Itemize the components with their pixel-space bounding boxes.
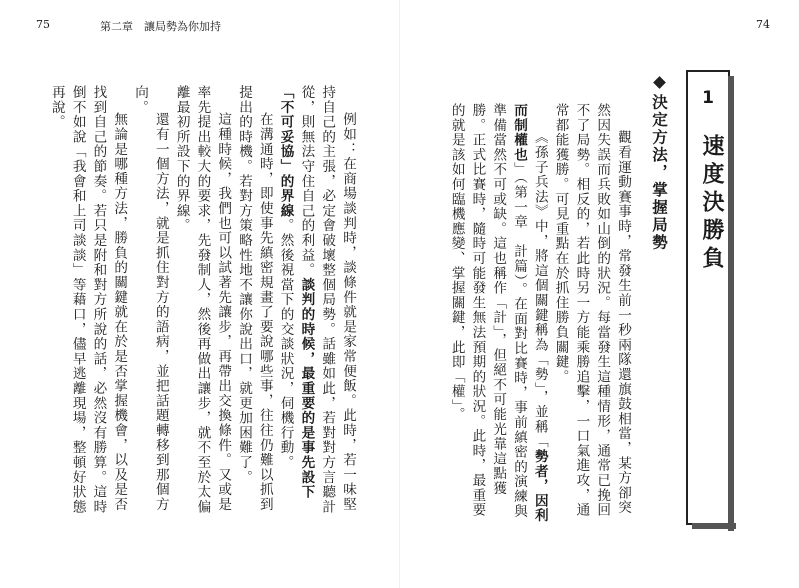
section-heading-text: 決定方法，掌握局勢 <box>650 94 668 252</box>
left-page-body <box>48 85 358 525</box>
chapter-number: 1 <box>702 88 714 108</box>
right-page-number: 74 <box>756 18 770 31</box>
box-shadow-bottom <box>692 523 736 529</box>
chapter-title: 速度決勝負 <box>699 134 724 274</box>
paragraph: 在溝通時，即使事先縝密規畫了要說哪些事，往往仍難以抓到提出的時機。若對方策略性地不讓你說出口，就更加困難了。 <box>236 85 273 512</box>
paragraph: 例如：在商場談判時，談條件就是家常便飯。此時，若一味堅持自己的主張，必定會破壞整個局勢。話雖如此，若對對方言聽計從，則無法守住自己的利益。談判的時候，最重要的是事先設下「不可妥協」的界線。然後視當下的交談狀況，伺機行動。 <box>277 85 356 515</box>
paragraph: 無論是哪種方法，勝負的關鍵就在於是否掌握機會，以及是否找到自己的節奏。若只是附和對方所說的話，必然沒有勝算。這時倒不如說「我會和上司談談」等藉口，儘早逃離現場，整頓好狀態再說。 <box>48 85 128 515</box>
paragraph: 還有一個方法，就是抓住對方的語病，並把話題轉移到那個方向。 <box>132 85 169 512</box>
right-page-body <box>445 103 633 523</box>
page-spine <box>399 0 400 588</box>
running-header-title: 第二章 讓局勢為你加持 <box>100 20 221 33</box>
bold-emphasis: 談判的時候，最重要的是事先設下「不可妥協」的界線 <box>277 85 315 500</box>
left-page-number: 75 <box>36 18 50 31</box>
paragraph: 觀看運動賽事時，常發生前一秒兩隊還旗鼓相當，某方卻突然因失誤而兵敗如山倒的狀況。每當發生這種情形，通常已挽回不了局勢。相反的，若此時另一方能乘勝追擊，一口氣進攻，通常都能獲勝。可見重點在於抓住勝負關鍵。 <box>552 103 631 518</box>
box-shadow-right <box>728 76 734 531</box>
bold-quote: 勢者，因利而制權也 <box>511 103 548 523</box>
chapter-heading-box <box>686 70 730 525</box>
paragraph: 這種時候，我們也可以試著先讓步，再帶出交換條件。又或是率先提出較大的要求，先發制人，然後再做出讓步，就不至於太偏離最初所設下的界線。 <box>173 85 232 515</box>
paragraph: 《孫子兵法》中，將這個關鍵稱為「勢」，並稱「勢者，因利而制權也」（第一章 計篇）。在面對比賽時，事前縝密的演練與準備當然不可或缺。這也稱作「計」，但絕不可能光靠這點獲勝。正式比賽時，隨時可能發生無法預期的狀況。此時，最重要的就是該如何臨機應變、掌握關鍵，此即「權」。 <box>448 103 548 523</box>
diamond-bullet-icon <box>653 76 666 89</box>
section-heading <box>648 76 670 252</box>
